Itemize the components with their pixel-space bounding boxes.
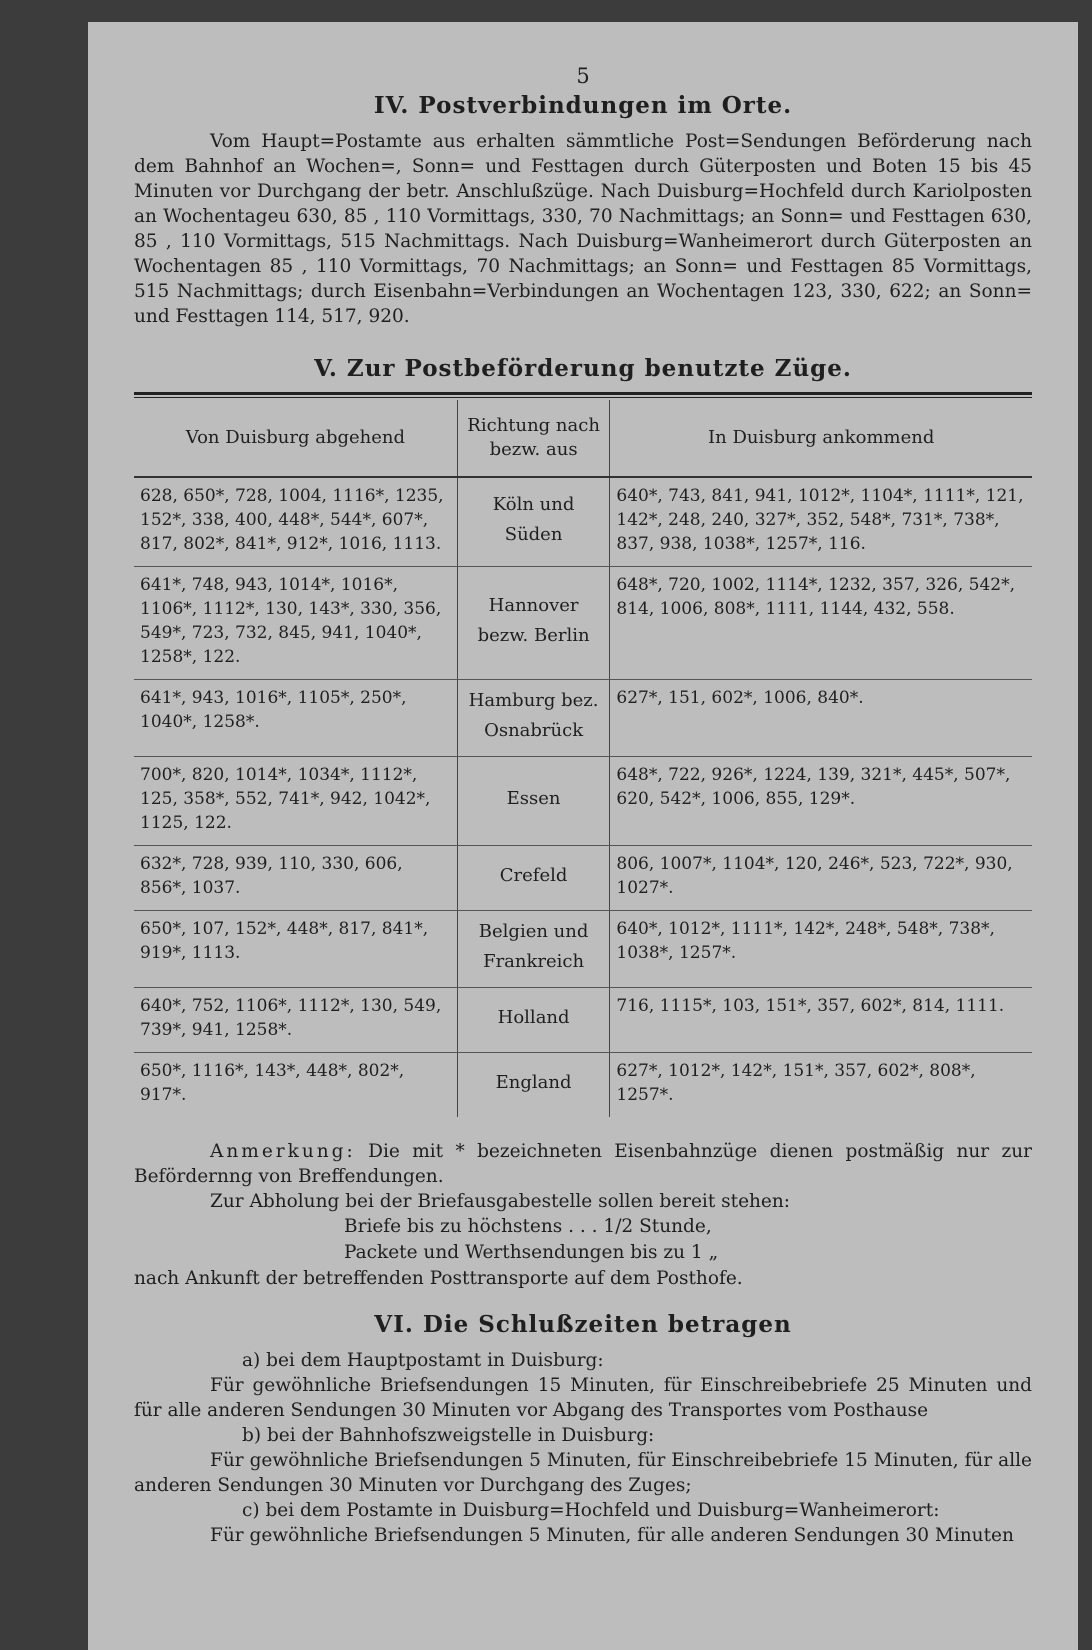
arrival-times: 648*, 720, 1002, 1114*, 1232, 357, 326, 542*, 814, 1006, 808*, 1111, 1144, 432, 558. (610, 567, 1032, 680)
closing-b-label: b) bei der Bahnhofszweigstelle in Duisburg: (242, 1425, 655, 1446)
header-direction: Richtung nach bezw. aus (457, 400, 610, 477)
train-timetable (134, 400, 1032, 1117)
pickup-intro: Zur Abholung bei der Briefausgabestelle sollen bereit stehen: (210, 1191, 791, 1212)
closing-a-label: a) bei dem Hauptpostamt in Duisburg: (242, 1350, 604, 1371)
direction: Hannover bezw. Berlin (457, 567, 610, 680)
section-4-title: IV. Postverbindungen im Orte. (373, 92, 793, 119)
closing-b-text: Für gewöhnliche Briefsendungen 5 Minuten, für Einschreibebriefe 15 Minuten, für alle anderen Sendungen 30 Minuten vor Durchgang des Zuges; (134, 1450, 1032, 1496)
note-text: Die mit * bezeichneten Eisenbahnzüge dienen postmäßig nur zur Befördernng von Breffendungen. (134, 1141, 1033, 1187)
arrival-times: 627*, 151, 602*, 1006, 840*. (610, 680, 1032, 757)
note-label: Anmerkung: (210, 1141, 356, 1162)
departure-times: 641*, 748, 943, 1014*, 1016*, 1106*, 1112*, 130, 143*, 330, 356, 549*, 723, 732, 845, 941, 1040*, 1258*, 122. (134, 567, 457, 680)
arrival-times: 627*, 1012*, 142*, 151*, 357, 602*, 808*, 1257*. (616, 1061, 976, 1105)
direction: Hamburg bez. Osnabrück (457, 680, 610, 757)
section-6-title: VI. Die Schlußzeiten betragen (374, 1311, 792, 1338)
direction: Köln und Süden (457, 477, 610, 567)
arrival-times: 640*, 743, 841, 941, 1012*, 1104*, 1111*, 121, 142*, 248, 240, 327*, 352, 548*, 731*, 738*, 837, 938, 1038*, 1257*, 116. (610, 477, 1032, 567)
closing-a-text: Für gewöhnliche Briefsendungen 15 Minuten, für Einschreibebriefe 25 Minuten und für alle anderen Sendungen 30 Minuten vor Abgang des Transportes vom Posthause (134, 1375, 1032, 1421)
direction: Holland (457, 988, 610, 1053)
table-row (134, 477, 1032, 567)
pickup-line-parcels: Packete und Werthsendungen bis zu 1 „ (344, 1242, 719, 1263)
table-note (134, 1139, 1032, 1189)
direction: England (457, 1053, 610, 1118)
departure-times: 650*, 107, 152*, 448*, 817, 841*, 919*, 1113. (134, 911, 457, 988)
departure-times: 628, 650*, 728, 1004, 1116*, 1235, 152*, 338, 400, 448*, 544*, 607*, 817, 802*, 841*, 912*, 1016, 1113. (134, 477, 457, 567)
table-top-rule (134, 392, 1032, 398)
direction: Crefeld (457, 846, 610, 911)
table-row (134, 757, 1032, 846)
arrival-times: 640*, 1012*, 1111*, 142*, 248*, 548*, 738*, 1038*, 1257*. (610, 911, 1032, 988)
document-page (88, 22, 1078, 1650)
pickup-line-letters: Briefe bis zu höchstens . . . 1/2 Stunde, (344, 1216, 712, 1237)
header-arriving: In Duisburg ankommend (610, 400, 1032, 477)
departure-times: 640*, 752, 1106*, 1112*, 130, 549, 739*, 941, 1258*. (134, 988, 457, 1053)
departure-times: 641*, 943, 1016*, 1105*, 250*, 1040*, 1258*. (134, 680, 457, 757)
departure-times: 632*, 728, 939, 110, 330, 606, 856*, 1037. (134, 846, 457, 911)
pickup-after: nach Ankunft der betreffenden Posttransporte auf dem Posthofe. (134, 1268, 743, 1289)
closing-c-text: Für gewöhnliche Briefsendungen 5 Minuten, für alle anderen Sendungen 30 Minuten (210, 1525, 1014, 1546)
table-row (134, 988, 1032, 1053)
direction: Belgien und Frankreich (457, 911, 610, 988)
departure-times: 700*, 820, 1014*, 1034*, 1112*, 125, 358*, 552, 741*, 942, 1042*, 1125, 122. (134, 757, 457, 846)
table-row (134, 567, 1032, 680)
arrival-times: 648*, 722, 926*, 1224, 139, 321*, 445*, 507*, 620, 542*, 1006, 855, 129*. (610, 757, 1032, 846)
table-row (134, 680, 1032, 757)
table-row (134, 911, 1032, 988)
header-departing: Von Duisburg abgehend (134, 400, 457, 477)
closing-c-label: c) bei dem Postamte in Duisburg=Hochfeld und Duisburg=Wanheimerort: (242, 1500, 940, 1521)
table-row (134, 1053, 1032, 1118)
page-number: 5 (576, 64, 590, 88)
direction: Essen (457, 757, 610, 846)
arrival-times: 716, 1115*, 103, 151*, 357, 602*, 814, 1111. (610, 988, 1032, 1053)
table-row (134, 846, 1032, 911)
section-5-title: V. Zur Postbeförderung benutzte Züge. (314, 355, 852, 382)
arrival-times: 806, 1007*, 1104*, 120, 246*, 523, 722*, 930, 1027*. (610, 846, 1032, 911)
section-4-paragraph: Vom Haupt=Postamte aus erhalten sämmtliche Post=Sendungen Beförderung nach dem Bahnhof an Wochen=, Sonn= und Festtagen durch Güterposten und Boten 15 bis 45 Minuten vor Durchgang der betr. Anschlußzüge. Nach Duisburg=Hochfeld durch Kariolposten an Wochentageu 630, 85 , 110 Vormittags, 330, 70 Nachmittags; an Sonn= und Festtagen 630, 85 , 110 Vormittags, 515 Nachmittags. Nach Duisburg=Wanheimerort durch Güterposten an Wochentagen 85 , 110 Vormittags, 70 Nachmittags; an Sonn= und Festtagen 85 Vormittags, 515 Nachmittags; durch Eisenbahn=Verbindungen an Wochentagen 123, 330, 622; an Sonn= und Festtagen 114, 517, 920. (134, 131, 1032, 327)
departure-times: 650*, 1116*, 143*, 448*, 802*, 917*. (134, 1053, 457, 1118)
table-header-row (134, 400, 1032, 477)
